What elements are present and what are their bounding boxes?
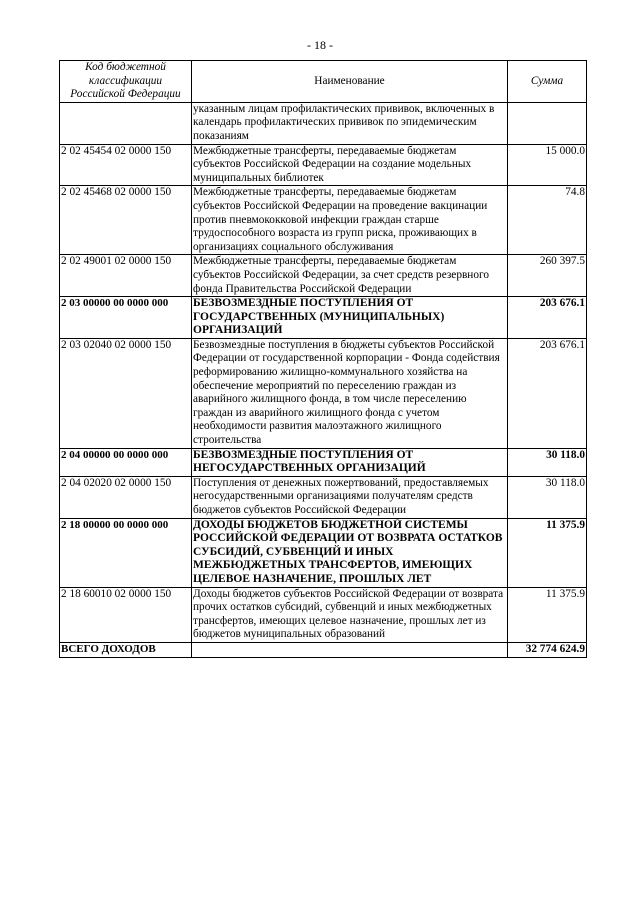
cell-code: 2 18 60010 02 0000 150 (60, 587, 192, 642)
table-row (60, 338, 587, 448)
table-row (60, 448, 587, 476)
cell-code: 2 02 45454 02 0000 150 (60, 144, 192, 186)
cell-code: 2 02 49001 02 0000 150 (60, 255, 192, 297)
cell-amount: 32 774 624.9 (508, 642, 587, 657)
cell-name: БЕЗВОЗМЕЗДНЫЕ ПОСТУПЛЕНИЯ ОТ НЕГОСУДАРСТВЕННЫХ ОРГАНИЗАЦИЙ (192, 448, 508, 476)
cell-name: Доходы бюджетов субъектов Российской Федерации от возврата прочих остатков субсидий, субвенций и иных межбюджетных трансфертов, имеющих целевое назначение, прошлых лет из бюджетов муниципальных образований (192, 587, 508, 642)
cell-amount: 15 000.0 (508, 144, 587, 186)
cell-code: 2 04 00000 00 0000 000 (60, 448, 192, 476)
table-row (60, 186, 587, 255)
cell-amount: 203 676.1 (508, 338, 587, 448)
table-row (60, 144, 587, 186)
cell-name: Межбюджетные трансферты, передаваемые бюджетам субъектов Российской Федерации на создание модельных муниципальных библиотек (192, 144, 508, 186)
cell-amount: 30 118.0 (508, 476, 587, 518)
header-amount: Сумма (508, 61, 587, 103)
cell-amount: 11 375.9 (508, 518, 587, 587)
cell-code: 2 18 00000 00 0000 000 (60, 518, 192, 587)
cell-code: 2 03 00000 00 0000 000 (60, 297, 192, 339)
table-row (60, 587, 587, 642)
table-header-row (60, 61, 587, 103)
cell-name: Межбюджетные трансферты, передаваемые бюджетам субъектов Российской Федерации на проведение вакцинации против пневмококковой инфекции граждан старше трудоспособного возраста из групп риска, проживающих в организациях социального обслуживания (192, 186, 508, 255)
table-row (60, 102, 587, 144)
header-name: Наименование (192, 61, 508, 103)
cell-code: 2 03 02040 02 0000 150 (60, 338, 192, 448)
cell-amount: 203 676.1 (508, 297, 587, 339)
table-row (60, 642, 587, 657)
cell-amount: 11 375.9 (508, 587, 587, 642)
page-number: - 18 - (307, 38, 333, 52)
header-code: Код бюджетной классификации Российской Федерации (60, 61, 192, 103)
cell-amount: 260 397.5 (508, 255, 587, 297)
cell-name: Межбюджетные трансферты, передаваемые бюджетам субъектов Российской Федерации, за счет средств резервного фонда Правительства Российской Федерации (192, 255, 508, 297)
cell-name: БЕЗВОЗМЕЗДНЫЕ ПОСТУПЛЕНИЯ ОТ ГОСУДАРСТВЕННЫХ (МУНИЦИПАЛЬНЫХ) ОРГАНИЗАЦИЙ (192, 297, 508, 339)
cell-code (60, 102, 192, 144)
revenue-table (59, 60, 587, 658)
table-row (60, 255, 587, 297)
cell-code: 2 02 45468 02 0000 150 (60, 186, 192, 255)
cell-code: ВСЕГО ДОХОДОВ (60, 642, 192, 657)
cell-name (192, 642, 508, 657)
cell-amount: 74.8 (508, 186, 587, 255)
table-row (60, 476, 587, 518)
cell-name: указанным лицам профилактических прививок, включенных в календарь профилактических прививок по эпидемическим показаниям (192, 102, 508, 144)
cell-name: ДОХОДЫ БЮДЖЕТОВ БЮДЖЕТНОЙ СИСТЕМЫ РОССИЙСКОЙ ФЕДЕРАЦИИ ОТ ВОЗВРАТА ОСТАТКОВ СУБСИДИЙ, СУБВЕНЦИЙ И ИНЫХ МЕЖБЮДЖЕТНЫХ ТРАНСФЕРТОВ, ИМЕЮЩИХ ЦЕЛЕВОЕ НАЗНАЧЕНИЕ, ПРОШЛЫХ ЛЕТ (192, 518, 508, 587)
table-row (60, 518, 587, 587)
cell-code: 2 04 02020 02 0000 150 (60, 476, 192, 518)
cell-name: Поступления от денежных пожертвований, предоставляемых негосударственными организациями получателям средств бюджетов субъектов Российской Федерации (192, 476, 508, 518)
cell-amount (508, 102, 587, 144)
cell-amount: 30 118.0 (508, 448, 587, 476)
table-row (60, 297, 587, 339)
cell-name: Безвозмездные поступления в бюджеты субъектов Российской Федерации от государственной корпорации - Фонда содействия реформированию жилищно-коммунального хозяйства на обеспечение мероприятий по переселению граждан из аварийного жилищного фонда, в том числе переселению граждан из аварийного жилищного фонда с учетом необходимости развития малоэтажного жилищного строительства (192, 338, 508, 448)
